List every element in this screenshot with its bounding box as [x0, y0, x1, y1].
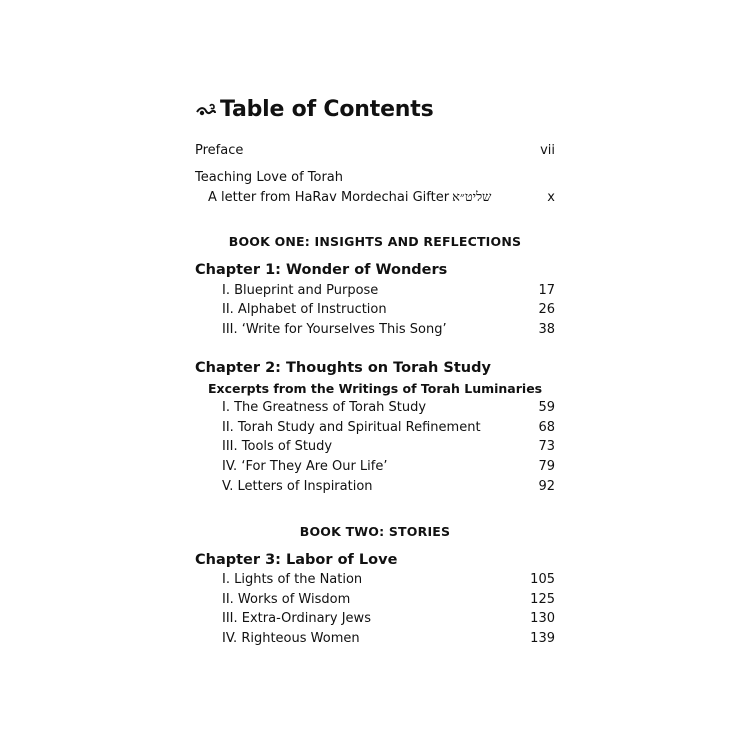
toc-entry-letter[interactable]	[0, 188, 750, 208]
toc-entry-label: II. Alphabet of Instruction	[222, 302, 387, 317]
toc-entry[interactable]	[0, 457, 750, 477]
fleuron-ornament-icon	[196, 103, 216, 117]
toc-entry[interactable]	[0, 320, 750, 340]
toc-entry-page: 26	[538, 302, 555, 317]
toc-entry-label: II. Torah Study and Spiritual Refinement	[222, 420, 481, 435]
toc-entry-page: 130	[530, 611, 555, 626]
hebrew-honorific: שליט״א	[452, 190, 492, 205]
page-title: Table of Contents	[220, 97, 434, 122]
toc-entry-page: 125	[530, 592, 555, 607]
toc-entry-label: III. Extra-Ordinary Jews	[222, 611, 371, 626]
toc-entry-label	[208, 188, 491, 208]
toc-entry-label: IV. ‘For They Are Our Life’	[222, 459, 388, 474]
toc-entry[interactable]	[0, 629, 750, 649]
book-two-heading: BOOK TWO: STORIES	[299, 524, 451, 539]
toc-entry-label: I. Blueprint and Purpose	[222, 283, 379, 298]
letter-label-text: A letter from HaRav Mordechai Gifter	[208, 190, 450, 205]
toc-entry-teaching[interactable]	[0, 168, 750, 188]
chapter-2-subtitle: Excerpts from the Writings of Torah Luminaries	[208, 381, 543, 396]
toc-entry[interactable]	[0, 418, 750, 438]
toc-heading	[196, 97, 433, 122]
toc-entry[interactable]	[0, 300, 750, 320]
toc-entry[interactable]	[0, 590, 750, 610]
toc-entry[interactable]	[0, 281, 750, 301]
toc-entry-page: x	[547, 190, 555, 205]
chapter-3-title[interactable]: Chapter 3: Labor of Love	[195, 552, 398, 568]
toc-entry-label: Preface	[195, 143, 244, 158]
toc-entry-page: 59	[538, 400, 555, 415]
toc-entry-page: 73	[538, 439, 555, 454]
toc-entry-label: III. ‘Write for Yourselves This Song’	[222, 322, 447, 337]
toc-entry[interactable]	[0, 398, 750, 418]
toc-entry-label: Teaching Love of Torah	[195, 170, 344, 185]
toc-entry-page: 68	[538, 420, 555, 435]
toc-entry-label: IV. Righteous Women	[222, 631, 360, 646]
toc-entry[interactable]	[0, 570, 750, 590]
toc-entry-label: III. Tools of Study	[222, 439, 333, 454]
chapter-2-title[interactable]: Chapter 2: Thoughts on Torah Study	[195, 360, 491, 376]
toc-entry-page: 79	[538, 459, 555, 474]
toc-entry-preface[interactable]	[0, 141, 750, 161]
toc-entry-label: I. Lights of the Nation	[222, 572, 363, 587]
chapter-1-title[interactable]: Chapter 1: Wonder of Wonders	[195, 262, 448, 278]
toc-entry-page: 92	[538, 479, 555, 494]
toc-entry-page: 38	[538, 322, 555, 337]
toc-entry-page: vii	[540, 143, 555, 158]
book-one-heading: BOOK ONE: INSIGHTS AND REFLECTIONS	[228, 234, 522, 249]
toc-entry-label: II. Works of Wisdom	[222, 592, 351, 607]
toc-entry-page: 105	[530, 572, 555, 587]
toc-entry[interactable]	[0, 477, 750, 497]
toc-entry[interactable]	[0, 609, 750, 629]
toc-entry[interactable]	[0, 437, 750, 457]
toc-entry-page: 139	[530, 631, 555, 646]
toc-entry-page: 17	[538, 283, 555, 298]
toc-entry-label: V. Letters of Inspiration	[222, 479, 373, 494]
toc-entry-label: I. The Greatness of Torah Study	[222, 400, 427, 415]
